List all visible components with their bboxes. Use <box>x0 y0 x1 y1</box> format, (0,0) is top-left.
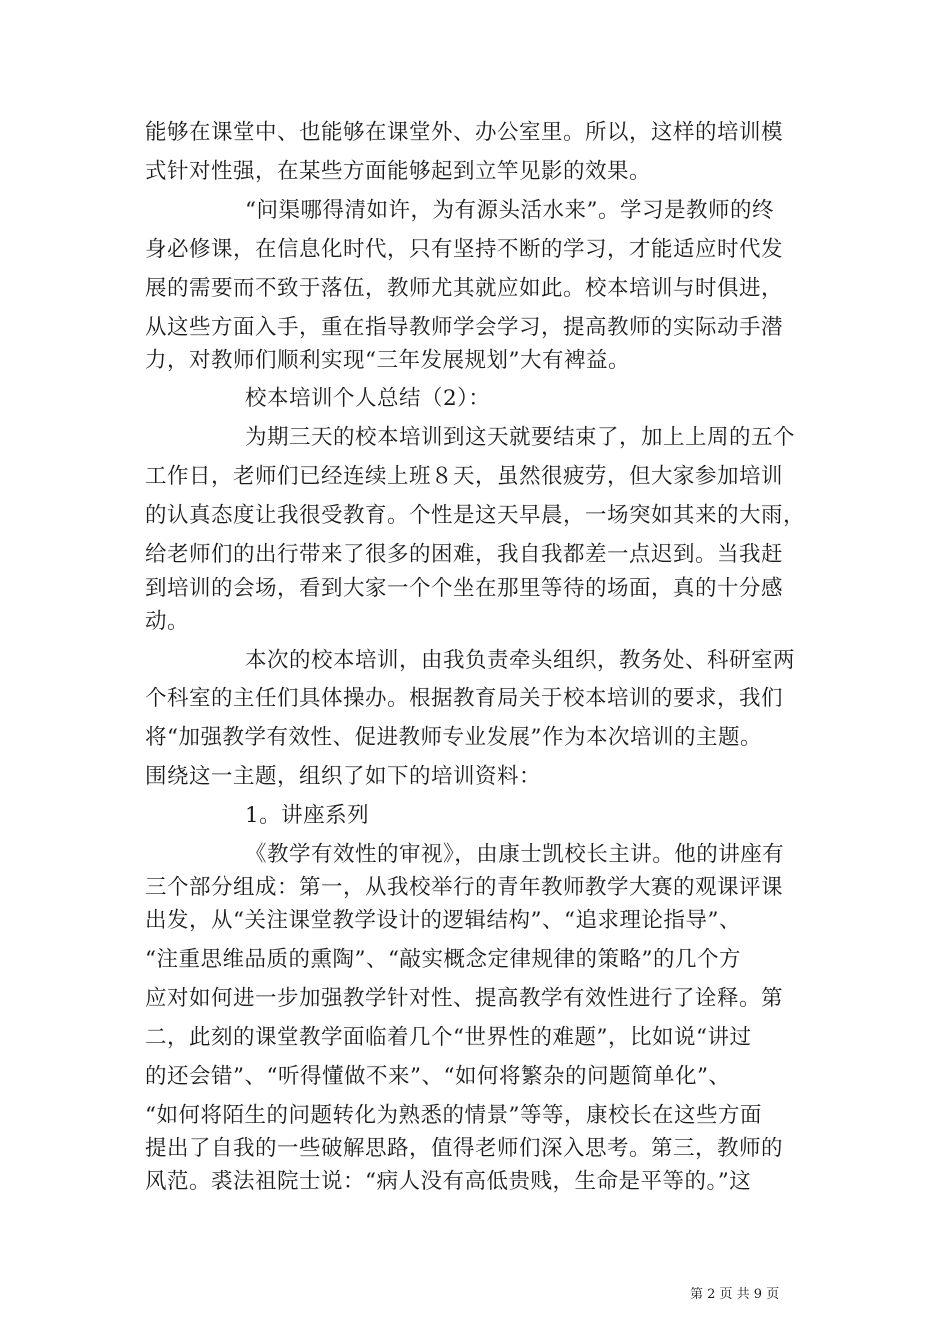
text-line: 能够在课堂中、也能够在课堂外、办公室里。所以，这样的培训模 <box>145 120 784 145</box>
text-line: “注重思维品质的熏陶”、“敲实概念定律规律的策略”的几个方 <box>145 947 741 972</box>
text-line: 围绕这一主题，组织了如下的培训资料： <box>145 764 542 789</box>
list-heading: 1。讲座系列 <box>245 803 370 828</box>
paragraph-start-line: 本次的校本培训，由我负责牵头组织，教务处、科研室两 <box>245 648 796 673</box>
text-line: 式针对性强，在某些方面能够起到立竿见影的效果。 <box>145 159 652 184</box>
text-line: 三个部分组成：第一，从我校举行的青年教师教学大赛的观课评课 <box>145 875 784 900</box>
text-line: 的还会错”、“听得懂做不来”、“如何将繁杂的问题简单化”、 <box>145 1064 731 1089</box>
text-line: 动。 <box>145 609 190 634</box>
text-line: 给老师们的出行带来了很多的困难，我自我都差一点迟到。当我赶 <box>145 542 784 567</box>
text-line: “如何将陌生的问题转化为熟悉的情景”等等，康校长在这些方面 <box>145 1103 762 1128</box>
paragraph-start-line: “问渠哪得清如许，为有源头活水来”。学习是教师的终 <box>245 198 774 223</box>
text-line: 从这些方面入手，重在指导教师学会学习，提高教师的实际动手潜 <box>145 315 784 340</box>
text-line: 到培训的会场，看到大家一个个坐在那里等待的场面，真的十分感 <box>145 576 784 601</box>
text-line: 身必修课，在信息化时代，只有坚持不断的学习，才能适应时代发 <box>145 237 784 262</box>
text-line: 的认真态度让我很受教育。个性是这天早晨，一场突如其来的大雨， <box>145 503 806 528</box>
text-line: 提出了自我的一些破解思路，值得老师们深入思考。第三，教师的 <box>145 1136 784 1161</box>
section-heading: 校本培训个人总结（2）： <box>245 386 491 411</box>
text-line: 展的需要而不致于落伍，教师尤其就应如此。校本培训与时俱进， <box>145 276 784 301</box>
text-line: 力，对教师们顺利实现“三年发展规划”大有裨益。 <box>145 348 630 373</box>
text-line: 风范。裘法祖院士说：“病人没有高低贵贱，生命是平等的。”这 <box>145 1169 752 1194</box>
paragraph-start-line: 《教学有效性的审视》，由康士凯校长主讲。他的讲座有 <box>245 842 785 867</box>
page-number-footer: 第 2 页 共 9 页 <box>690 1287 780 1302</box>
text-line: 应对如何进一步加强教学针对性、提高教学有效性进行了诠释。第 <box>145 986 784 1011</box>
text-line: 工作日，老师们已经连续上班８天，虽然很疲劳，但大家参加培训 <box>145 464 784 489</box>
text-line: 将“加强教学有效性、促进教师专业发展”作为本次培训的主题。 <box>145 725 762 750</box>
text-line: 个科室的主任们具体操办。根据教育局关于校本培训的要求，我们 <box>145 686 784 711</box>
text-line: 出发，从“关注课堂教学设计的逻辑结构”、“追求理论指导”、 <box>145 908 741 933</box>
paragraph-start-line: 为期三天的校本培训到这天就要结束了，加上上周的五个 <box>245 425 796 450</box>
text-line: 二，此刻的课堂教学面临着几个“世界性的难题”，比如说“讲过 <box>145 1025 752 1050</box>
